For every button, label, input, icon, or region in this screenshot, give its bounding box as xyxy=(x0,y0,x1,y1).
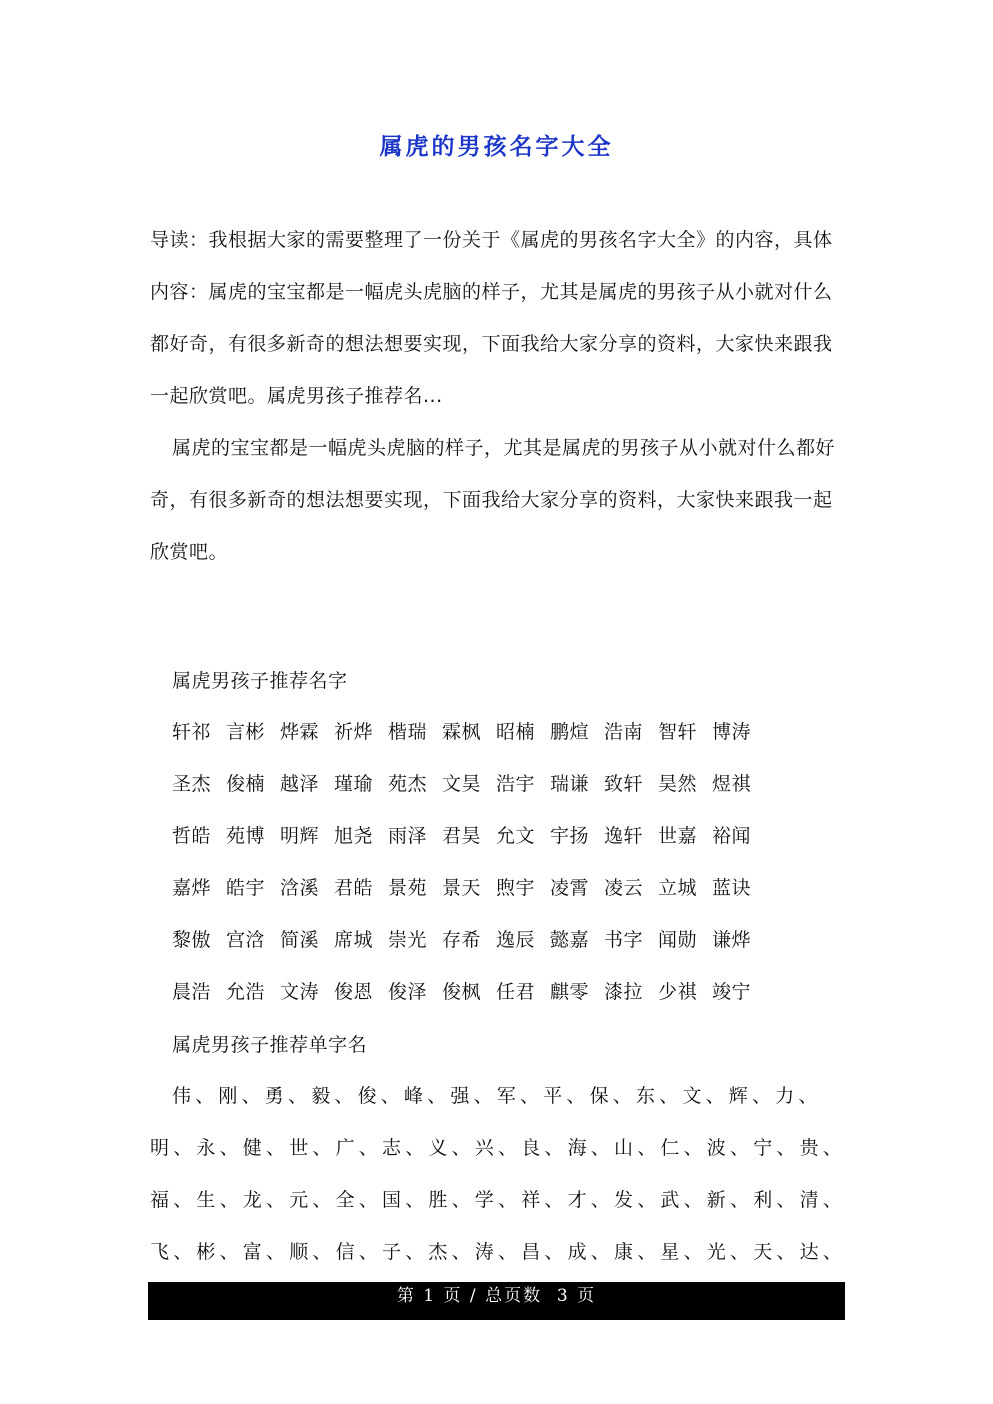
names-row xyxy=(172,758,812,810)
name-item: 哲皓 xyxy=(172,825,212,847)
name-item: 谦烨 xyxy=(712,929,752,951)
name-item: 漆拉 xyxy=(604,981,644,1003)
name-item: 崇光 xyxy=(388,929,428,951)
name-item: 鹏煊 xyxy=(550,721,590,743)
names-grid xyxy=(172,706,812,1018)
name-item: 瑞谦 xyxy=(550,773,590,795)
name-item: 瑾瑜 xyxy=(334,773,374,795)
name-item: 雨泽 xyxy=(388,825,428,847)
name-item: 麒零 xyxy=(550,981,590,1003)
name-item: 浩南 xyxy=(604,721,644,743)
name-item: 昭楠 xyxy=(496,721,536,743)
name-item: 允浩 xyxy=(226,981,266,1003)
intro-paragraph: 导读：我根据大家的需要整理了一份关于《属虎的男孩名字大全》的内容，具体内容：属虎的宝宝都是一幅虎头虎脑的样子，尤其是属虎的男孩子从小就对什么都好奇，有很多新奇的想法想要实现，下面我给大家分享的资料，大家快来跟我一起欣赏吧。属虎男孩子推荐名... xyxy=(150,229,833,407)
name-item: 昊然 xyxy=(658,773,698,795)
name-item: 煦宇 xyxy=(496,877,536,899)
section-heading-single-names: 属虎男孩子推荐单字名 xyxy=(172,1034,368,1056)
name-item: 闻勋 xyxy=(658,929,698,951)
name-item: 少祺 xyxy=(658,981,698,1003)
page-footer xyxy=(148,1282,845,1320)
single-names-list: 伟、刚、勇、毅、俊、峰、强、军、平、保、东、文、辉、力、明、永、健、世、广、志、义、兴、良、海、山、仁、波、宁、贵、福、生、龙、元、全、国、胜、学、祥、才、发、武、新、利、清、飞、彬、富、顺、信、子、杰、涛、昌、成、康、星、光、天、达、 xyxy=(150,1085,847,1263)
section-heading-recommended-names: 属虎男孩子推荐名字 xyxy=(172,670,348,692)
name-item: 旭尧 xyxy=(334,825,374,847)
name-item: 任君 xyxy=(496,981,536,1003)
names-row xyxy=(172,810,812,862)
name-item: 立城 xyxy=(658,877,698,899)
name-item: 智轩 xyxy=(658,721,698,743)
name-item: 逸轩 xyxy=(604,825,644,847)
body-paragraph: 属虎的宝宝都是一幅虎头虎脑的样子，尤其是属虎的男孩子从小就对什么都好奇，有很多新奇的想法想要实现，下面我给大家分享的资料，大家快来跟我一起欣赏吧。 xyxy=(150,437,836,563)
name-item: 祈烨 xyxy=(334,721,374,743)
name-item: 宫浛 xyxy=(226,929,266,951)
name-item: 世嘉 xyxy=(658,825,698,847)
name-item: 文涛 xyxy=(280,981,320,1003)
name-item: 宇扬 xyxy=(550,825,590,847)
name-item: 书字 xyxy=(604,929,644,951)
name-item: 俊枫 xyxy=(442,981,482,1003)
name-item: 竣宁 xyxy=(712,981,752,1003)
name-item: 黎傲 xyxy=(172,929,212,951)
name-item: 简溪 xyxy=(280,929,320,951)
name-item: 越泽 xyxy=(280,773,320,795)
name-item: 凌霄 xyxy=(550,877,590,899)
names-row xyxy=(172,914,812,966)
name-item: 致轩 xyxy=(604,773,644,795)
name-item: 席城 xyxy=(334,929,374,951)
name-item: 俊泽 xyxy=(388,981,428,1003)
page-number-label: 第 1 页 / 总页数 3 页 xyxy=(396,1286,597,1306)
name-item: 烨霖 xyxy=(280,721,320,743)
name-item: 轩祁 xyxy=(172,721,212,743)
name-item: 存希 xyxy=(442,929,482,951)
name-item: 浛溪 xyxy=(280,877,320,899)
document-title: 属虎的男孩名字大全 xyxy=(379,133,614,160)
name-item: 君皓 xyxy=(334,877,374,899)
name-item: 圣杰 xyxy=(172,773,212,795)
names-row xyxy=(172,862,812,914)
name-item: 懿嘉 xyxy=(550,929,590,951)
name-item: 景天 xyxy=(442,877,482,899)
name-item: 明辉 xyxy=(280,825,320,847)
names-row xyxy=(172,966,812,1018)
name-item: 浩宇 xyxy=(496,773,536,795)
name-item: 蓝诀 xyxy=(712,877,752,899)
name-item: 文昊 xyxy=(442,773,482,795)
name-item: 俊楠 xyxy=(226,773,266,795)
name-item: 凌云 xyxy=(604,877,644,899)
name-item: 言彬 xyxy=(226,721,266,743)
name-item: 苑博 xyxy=(226,825,266,847)
names-row xyxy=(172,706,812,758)
name-item: 皓宇 xyxy=(226,877,266,899)
name-item: 裕闻 xyxy=(712,825,752,847)
name-item: 霖枫 xyxy=(442,721,482,743)
name-item: 晨浩 xyxy=(172,981,212,1003)
name-item: 允文 xyxy=(496,825,536,847)
name-item: 楷瑞 xyxy=(388,721,428,743)
name-item: 景苑 xyxy=(388,877,428,899)
name-item: 博涛 xyxy=(712,721,752,743)
name-item: 君昊 xyxy=(442,825,482,847)
name-item: 煜祺 xyxy=(712,773,752,795)
name-item: 苑杰 xyxy=(388,773,428,795)
name-item: 逸辰 xyxy=(496,929,536,951)
name-item: 俊恩 xyxy=(334,981,374,1003)
name-item: 嘉烨 xyxy=(172,877,212,899)
